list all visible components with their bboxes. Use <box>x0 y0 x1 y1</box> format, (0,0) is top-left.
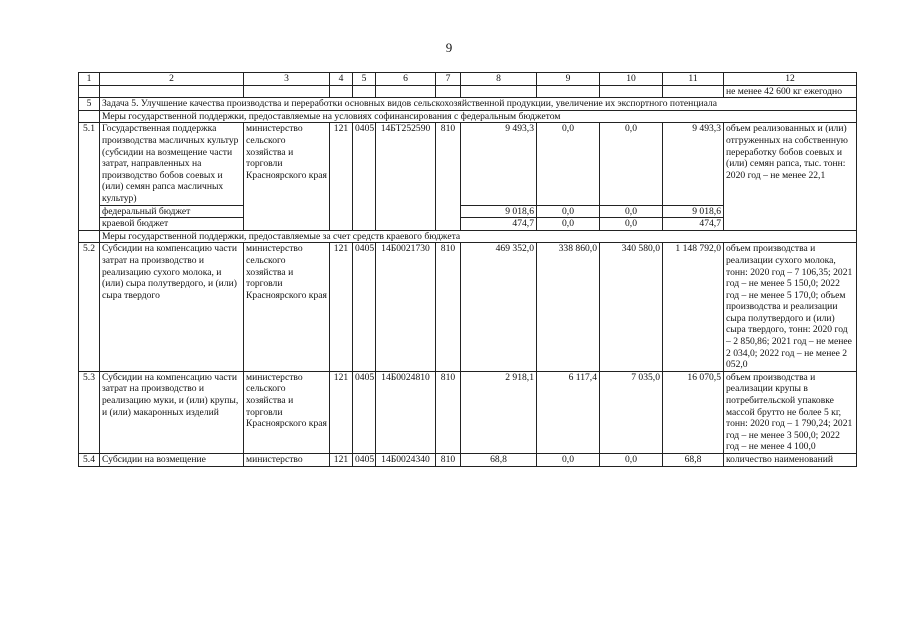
executor: министерство <box>244 454 330 467</box>
section-row-federal <box>79 110 857 123</box>
amount-2021: 6 117,4 <box>537 371 600 453</box>
header-cell: 10 <box>600 73 663 86</box>
section-row-regional <box>79 230 857 243</box>
table-row-5-3 <box>79 371 857 453</box>
amount-total: 68,8 <box>663 454 724 467</box>
task-number: 5 <box>79 98 100 111</box>
amount-2020: 9 018,6 <box>461 205 537 218</box>
row-number: 5.2 <box>79 243 100 372</box>
grbs-code: 121 <box>330 454 353 467</box>
amount-2020: 9 493,3 <box>461 123 537 205</box>
task-title: Задача 5. Улучшение качества производства и переработки основных видов сельскохозяйственной продукции, увеличение их экспортного потенциала <box>100 98 857 111</box>
amount-2021: 0,0 <box>537 454 600 467</box>
section-code: 0405 <box>353 243 376 372</box>
header-cell: 1 <box>79 73 100 86</box>
target-article-code: 14Б0024340 <box>376 454 436 467</box>
expected-result: объем реализованных и (или) отгруженных на собственную переработку бобов соевых и (или) семян рапса, тыс. тонн: 2020 год – не менее 22,1 <box>724 123 857 230</box>
budget-label: федеральный бюджет <box>100 205 244 218</box>
section-title-regional: Меры государственной поддержки, предоставляемые за счет средств краевого бюджета <box>100 230 857 243</box>
amount-total: 16 070,5 <box>663 371 724 453</box>
amount-total: 1 148 792,0 <box>663 243 724 372</box>
page-number: 9 <box>445 40 453 55</box>
measure-name: Государственная поддержка производства масличных культур (субсидии на возмещение части затрат, направленных на производство бобов соевых и (или) семян рапса масличных культур) <box>100 123 244 205</box>
row-number: 5.3 <box>79 371 100 453</box>
header-cell: 2 <box>100 73 244 86</box>
header-cell: 11 <box>663 73 724 86</box>
header-cell: 12 <box>724 73 857 86</box>
expected-result: объем производства и реализации крупы в потребительской упаковке массой брутто не более 5 кг, тонн: 2020 год – 1 790,24; 2021 год – не менее 3 500,0; 2022 год – не менее 4 100,0 <box>724 371 857 453</box>
expected-result: объем производства и реализации сухого молока, тонн: 2020 год – 7 106,35; 2021 год – не менее 5 150,0; 2022 год – не менее 5 170,0; объем производства и реализации сыра полутвердого и (или) сыра твердого, тонн: 2020 год – 2 850,86; 2021 год – не менее 2 034,0; 2022 год – не менее 2 052,0 <box>724 243 857 372</box>
expense-type-code: 810 <box>436 454 461 467</box>
amount-2020: 469 352,0 <box>461 243 537 372</box>
header-cell: 5 <box>353 73 376 86</box>
executor: министерство сельского хозяйства и торговли Красноярского края <box>244 371 330 453</box>
header-cell: 4 <box>330 73 353 86</box>
header-cell: 3 <box>244 73 330 86</box>
amount-2020: 68,8 <box>461 454 537 467</box>
amount-2022: 0,0 <box>600 123 663 205</box>
amount-2021: 0,0 <box>537 218 600 231</box>
target-article-code: 14Б0021730 <box>376 243 436 372</box>
amount-2022: 0,0 <box>600 205 663 218</box>
amount-2020: 474,7 <box>461 218 537 231</box>
amount-total: 9 493,3 <box>663 123 724 205</box>
row-number: 5.4 <box>79 454 100 467</box>
program-measures-table <box>78 72 857 467</box>
section-code: 0405 <box>353 123 376 230</box>
amount-2022: 7 035,0 <box>600 371 663 453</box>
table-row-5-1 <box>79 123 857 205</box>
grbs-code: 121 <box>330 371 353 453</box>
grbs-code: 121 <box>330 243 353 372</box>
amount-2022: 0,0 <box>600 218 663 231</box>
target-article-code: 14Б0024810 <box>376 371 436 453</box>
column-number-row <box>79 73 857 86</box>
target-article-code: 14БТ252590 <box>376 123 436 230</box>
amount-2022: 340 580,0 <box>600 243 663 372</box>
executor: министерство сельского хозяйства и торговли Красноярского края <box>244 123 330 230</box>
measure-name: Субсидии на компенсацию части затрат на производство и реализацию муки, и (или) крупы, и (или) макаронных изделий <box>100 371 244 453</box>
table-row-5-4 <box>79 454 857 467</box>
budget-label: краевой бюджет <box>100 218 244 231</box>
header-cell: 8 <box>461 73 537 86</box>
amount-2020: 2 918,1 <box>461 371 537 453</box>
expense-type-code: 810 <box>436 123 461 230</box>
section-title-federal: Меры государственной поддержки, предоставляемые на условиях софинансирования с федеральным бюджетом <box>100 110 857 123</box>
row-number: 5.1 <box>79 123 100 230</box>
measure-name: Субсидии на компенсацию части затрат на производство и реализацию сухого молока, и (или) сыра полутвердого, и (или) сыра твердого <box>100 243 244 372</box>
amount-2021: 0,0 <box>537 123 600 205</box>
amount-2022: 0,0 <box>600 454 663 467</box>
header-cell: 6 <box>376 73 436 86</box>
expense-type-code: 810 <box>436 371 461 453</box>
measure-name: Субсидии на возмещение <box>100 454 244 467</box>
continued-note: не менее 42 600 кг ежегодно <box>724 85 857 98</box>
executor: министерство сельского хозяйства и торговли Красноярского края <box>244 243 330 372</box>
task-row <box>79 98 857 111</box>
continued-row <box>79 85 857 98</box>
amount-2021: 0,0 <box>537 205 600 218</box>
header-cell: 7 <box>436 73 461 86</box>
expected-result: количество наименований <box>724 454 857 467</box>
amount-total: 474,7 <box>663 218 724 231</box>
section-code: 0405 <box>353 371 376 453</box>
expense-type-code: 810 <box>436 243 461 372</box>
header-cell: 9 <box>537 73 600 86</box>
section-code: 0405 <box>353 454 376 467</box>
table-row-5-2 <box>79 243 857 372</box>
grbs-code: 121 <box>330 123 353 230</box>
amount-2021: 338 860,0 <box>537 243 600 372</box>
amount-total: 9 018,6 <box>663 205 724 218</box>
